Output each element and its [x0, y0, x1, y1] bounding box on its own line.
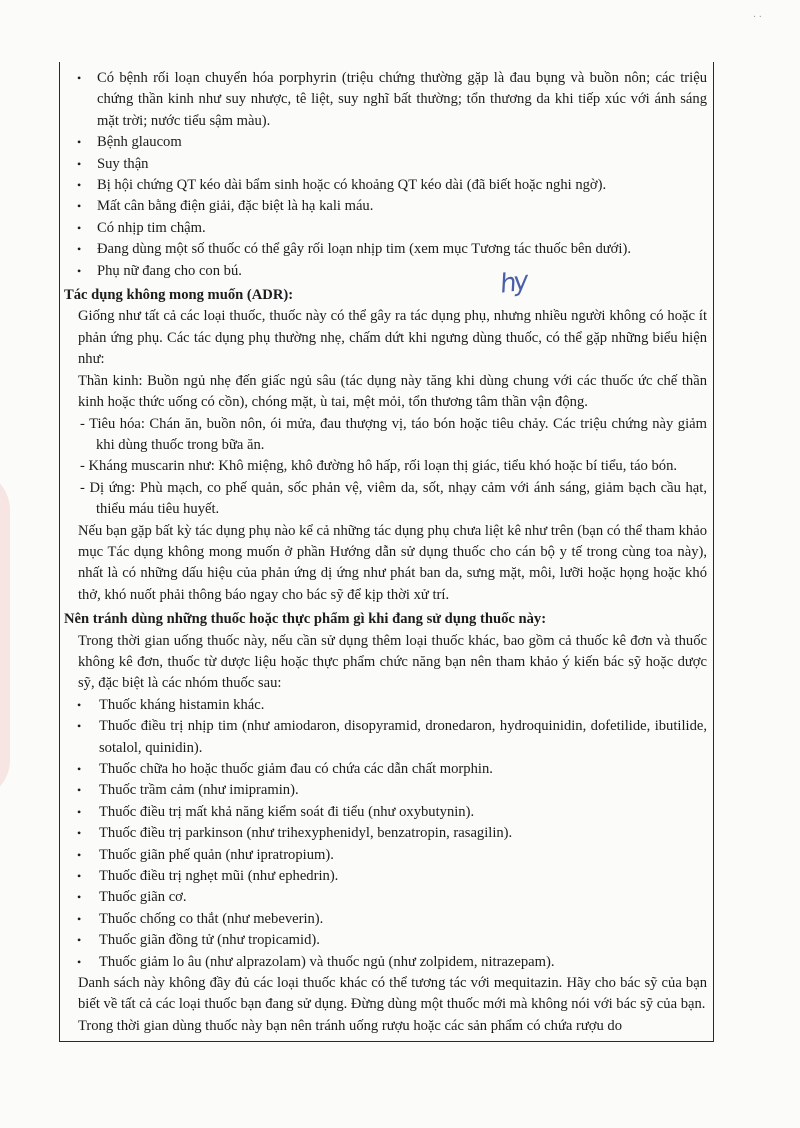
list-item: • Thuốc giảm lo âu (như alprazolam) và thuốc ngủ (như zolpidem, nitrazepam).: [64, 952, 707, 973]
interactions-heading: Nên tránh dùng những thuốc hoặc thực phẩm gì khi đang sử dụng thuốc này:: [64, 611, 547, 628]
contraindication-list: [64, 68, 707, 282]
list-item: • Suy thận: [64, 154, 707, 175]
list-item: • Thuốc chống co thắt (như mebeverin).: [64, 909, 707, 930]
list-item: • Thuốc giãn đồng tử (như tropicamid).: [64, 930, 707, 951]
list-item: • Thuốc trầm cảm (như imipramin).: [64, 780, 707, 801]
adr-heading: Tác dụng không mong muốn (ADR):: [64, 287, 294, 304]
list-item: • Có nhịp tim chậm.: [64, 218, 707, 239]
adr-digestive: - Tiêu hóa: Chán ăn, buồn nôn, ói mửa, đau thượng vị, táo bón hoặc tiêu chảy. Các triệu chứng này giảm khi dùng thuốc trong bữa ăn.: [80, 415, 707, 453]
list-item: • Bệnh glaucom: [64, 132, 707, 153]
interactions-alcohol: Trong thời gian dùng thuốc này bạn nên tránh uống rượu hoặc các sản phẩm có chứa rượu do: [78, 1017, 623, 1034]
interaction-list: [64, 695, 707, 973]
adr-advice: Nếu bạn gặp bất kỳ tác dụng phụ nào kể cả những tác dụng phụ chưa liệt kê như trên (bạn có thể tham khảo mục Tác dụng không mong muốn ở phần Hướng dẫn sử dụng thuốc cho cán bộ y tế trong cùng toa này), nhất là có những dấu hiệu của phản ứng dị ứng như phát ban da, sưng mặt, môi, lưỡi hoặc họng hoặc khó thở, khó nuốt phải thông báo ngay cho bác sỹ để kịp thời xử trí.: [78, 522, 707, 603]
document-frame: [59, 62, 714, 1042]
adr-allergy: - Dị ứng: Phù mạch, co phế quản, sốc phản vệ, viêm da, sốt, nhạy cảm với ánh sáng, giảm bạch cầu hạt, thiểu máu tiêu huyết.: [80, 479, 707, 518]
list-item: • Thuốc kháng histamin khác.: [64, 695, 707, 716]
handwritten-initials: hy: [498, 266, 528, 300]
adr-intro: Giống như tất cả các loại thuốc, thuốc này có thể gây ra tác dụng phụ, nhưng nhiều người không có hoặc ít phản ứng phụ. Các tác dụng phụ thường nhẹ, chấm dứt khi ngưng dùng thuốc, có thể gặp những biểu hiện như:: [78, 308, 707, 368]
list-item: • Bị hội chứng QT kéo dài bẩm sinh hoặc có khoảng QT kéo dài (đã biết hoặc nghi ngờ).: [64, 175, 707, 196]
list-item: • Mất cân bằng điện giải, đặc biệt là hạ kali máu.: [64, 196, 707, 217]
list-item: • Phụ nữ đang cho con bú.: [64, 261, 707, 282]
stamp-fragment: [0, 470, 10, 800]
interactions-note: Danh sách này không đầy đủ các loại thuốc khác có thể tương tác với mequitazin. Hãy cho bác sỹ của bạn biết về tất cả các loại thuốc bạn đang sử dụng. Đừng dùng một thuốc mới mà không nói với bác sỹ của bạn.: [78, 975, 707, 1013]
list-item: • Thuốc điều trị parkinson (như trihexyphenidyl, benzatropin, rasagilin).: [64, 823, 707, 844]
document-body: [60, 62, 713, 1037]
adr-nervous: Thần kinh: Buồn ngủ nhẹ đến giấc ngủ sâu (tác dụng này tăng khi dùng chung với các thuốc ức chế thần kinh hoặc thức uống có cồn), chóng mặt, ù tai, mệt mỏi, tổn thương tâm thần vận động.: [78, 372, 707, 411]
list-item: • Thuốc giãn cơ.: [64, 887, 707, 908]
list-item: • Có bệnh rối loạn chuyển hóa porphyrin (triệu chứng thường gặp là đau bụng và buồn nôn; các triệu chứng thần kinh như suy nhược, tê liệt, suy nghĩ bất thường; tổn thương da khi tiếp xúc với ánh sáng mặt trời; nước tiểu sậm màu).: [64, 68, 707, 132]
list-item: • Đang dùng một số thuốc có thể gây rối loạn nhịp tim (xem mục Tương tác thuốc bên dưới).: [64, 239, 707, 260]
interactions-intro: Trong thời gian uống thuốc này, nếu cần sử dụng thêm loại thuốc khác, bao gồm cả thuốc kê đơn và thuốc không kê đơn, thuốc từ dược liệu hoặc thực phẩm chức năng bạn nên tham khảo ý kiến bác sỹ hoặc dược sỹ, đặc biệt là các nhóm thuốc sau:: [78, 632, 707, 692]
adr-muscarinic: - Kháng muscarin như: Khô miệng, khô đường hô hấp, rối loạn thị giác, tiểu khó hoặc bí tiểu, táo bón.: [80, 458, 678, 475]
list-item: • Thuốc chữa ho hoặc thuốc giảm đau có chứa các dẫn chất morphin.: [64, 759, 707, 780]
list-item: • Thuốc điều trị nhịp tim (như amiodaron, disopyramid, dronedaron, hydroquinidin, dofetilide, ibutilide, sotalol, quinidin).: [64, 716, 707, 759]
list-item: • Thuốc điều trị nghẹt mũi (như ephedrin).: [64, 866, 707, 887]
list-item: • Thuốc điều trị mất khả năng kiểm soát đi tiểu (như oxybutynin).: [64, 802, 707, 823]
list-item: • Thuốc giãn phế quản (như ipratropium).: [64, 845, 707, 866]
corner-mark: · ·: [752, 12, 762, 23]
